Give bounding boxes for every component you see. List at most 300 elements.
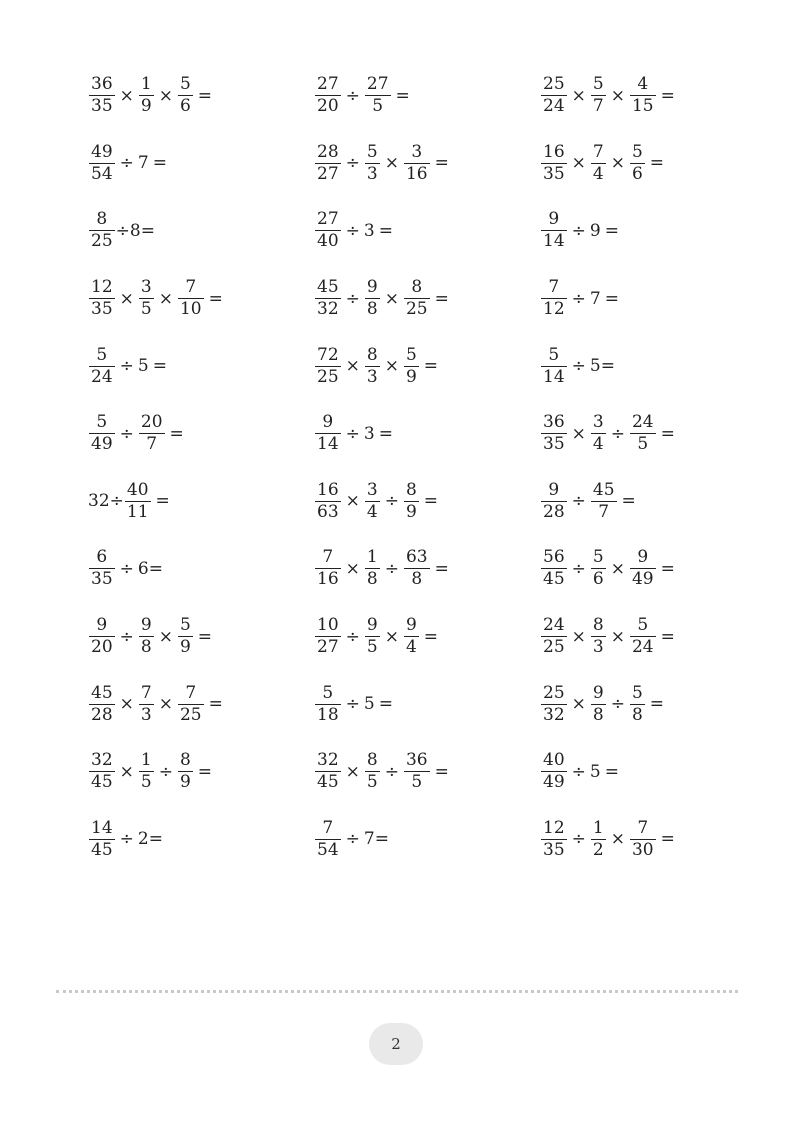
operator: ÷ xyxy=(345,694,360,715)
numerator: 5 xyxy=(405,344,417,365)
numerator: 3 xyxy=(366,479,378,500)
operator: ÷ xyxy=(119,423,134,444)
fraction xyxy=(89,817,115,860)
fraction xyxy=(365,752,380,791)
operator: = xyxy=(395,85,410,106)
fraction xyxy=(630,414,656,453)
operator: × xyxy=(345,356,360,377)
numerator: 40 xyxy=(126,479,149,500)
operator: ÷ xyxy=(571,761,586,782)
problem-row xyxy=(88,197,738,265)
fraction xyxy=(591,682,606,725)
fraction xyxy=(315,817,341,860)
denominator: 9 xyxy=(179,772,191,793)
dotted-divider xyxy=(56,990,738,993)
numerator: 63 xyxy=(405,547,428,568)
fraction xyxy=(404,479,419,522)
numerator: 7 xyxy=(185,277,197,298)
denominator: 35 xyxy=(543,163,565,184)
fraction xyxy=(365,76,391,115)
numerator: 1 xyxy=(140,750,152,771)
fraction xyxy=(404,617,419,656)
operator: × xyxy=(384,153,399,174)
numerator: 9 xyxy=(637,547,649,568)
denominator: 4 xyxy=(366,501,378,522)
problem xyxy=(88,332,171,400)
fraction xyxy=(365,344,380,387)
denominator: 11 xyxy=(126,501,149,522)
numerator: 5 xyxy=(96,412,108,433)
fraction xyxy=(404,549,430,588)
numerator: 3 xyxy=(411,141,423,162)
expression-text: 3 xyxy=(363,220,375,241)
fraction xyxy=(315,549,341,588)
fraction xyxy=(89,141,115,184)
problem xyxy=(314,670,397,738)
denominator: 45 xyxy=(317,772,339,793)
fraction xyxy=(591,479,617,522)
operator: = xyxy=(660,423,675,444)
fraction xyxy=(315,344,341,387)
operator: × xyxy=(119,694,134,715)
denominator: 8 xyxy=(140,637,152,658)
numerator: 32 xyxy=(91,750,113,771)
problem xyxy=(540,468,640,536)
denominator: 25 xyxy=(91,231,113,252)
fraction xyxy=(89,344,115,387)
operator: × xyxy=(158,85,173,106)
fraction xyxy=(365,479,380,522)
numerator: 25 xyxy=(543,74,565,95)
operator: ÷ xyxy=(610,423,625,444)
fraction xyxy=(630,682,645,725)
numerator: 24 xyxy=(631,412,654,433)
problem xyxy=(314,806,389,874)
denominator: 32 xyxy=(543,704,565,725)
denominator: 6 xyxy=(592,569,604,590)
numerator: 3 xyxy=(140,277,152,298)
numerator: 24 xyxy=(543,615,565,636)
operator: ÷ xyxy=(345,288,360,309)
denominator: 3 xyxy=(592,637,604,658)
operator: = xyxy=(423,356,439,377)
numerator: 9 xyxy=(366,277,378,298)
denominator: 15 xyxy=(631,96,654,117)
denominator: 8 xyxy=(411,569,423,590)
numerator: 9 xyxy=(548,479,560,500)
numerator: 9 xyxy=(548,209,560,230)
problem xyxy=(540,332,615,400)
numerator: 5 xyxy=(179,615,191,636)
expression-text: 5 xyxy=(363,694,375,715)
expression-text: 2= xyxy=(137,829,163,850)
operator: × xyxy=(119,85,134,106)
numerator: 72 xyxy=(317,344,339,365)
operator: = xyxy=(649,694,665,715)
fraction xyxy=(139,752,154,791)
denominator: 49 xyxy=(91,434,113,455)
operator: = xyxy=(423,491,439,512)
expression-text: 7 xyxy=(137,153,149,174)
problem xyxy=(314,197,397,265)
operator: ÷ xyxy=(119,153,134,174)
fraction xyxy=(541,141,567,184)
operator: × xyxy=(610,85,625,106)
fraction xyxy=(541,682,567,725)
operator: ÷ xyxy=(158,761,173,782)
operator: × xyxy=(610,558,625,579)
denominator: 27 xyxy=(317,637,339,658)
numerator: 3 xyxy=(592,412,604,433)
fraction xyxy=(139,279,154,318)
denominator: 40 xyxy=(317,231,339,252)
fraction xyxy=(541,279,567,318)
operator: = xyxy=(152,153,167,174)
operator: ÷ xyxy=(345,829,360,850)
denominator: 45 xyxy=(543,569,565,590)
denominator: 25 xyxy=(179,704,202,725)
operator: = xyxy=(621,491,636,512)
fraction xyxy=(591,141,606,184)
problem xyxy=(314,265,453,333)
operator: = xyxy=(208,694,223,715)
denominator: 63 xyxy=(317,501,339,522)
operator: ÷ xyxy=(571,288,586,309)
operator: × xyxy=(571,423,586,444)
numerator: 10 xyxy=(317,615,339,636)
operator: ÷ xyxy=(119,829,134,850)
denominator: 54 xyxy=(317,839,339,860)
denominator: 35 xyxy=(91,96,113,117)
fraction xyxy=(365,141,380,184)
numerator: 7 xyxy=(637,817,649,838)
denominator: 32 xyxy=(317,299,339,320)
denominator: 7 xyxy=(592,96,604,117)
numerator: 25 xyxy=(543,682,565,703)
denominator: 5 xyxy=(140,299,152,320)
numerator: 49 xyxy=(91,141,113,162)
denominator: 3 xyxy=(366,366,378,387)
denominator: 6 xyxy=(631,163,643,184)
numerator: 7 xyxy=(140,682,152,703)
problem-row xyxy=(88,806,738,874)
denominator: 5 xyxy=(637,434,649,455)
operator: = xyxy=(604,288,619,309)
numerator: 20 xyxy=(140,412,163,433)
numerator: 12 xyxy=(91,277,113,298)
problem xyxy=(540,670,668,738)
denominator: 8 xyxy=(631,704,643,725)
operator: × xyxy=(384,356,399,377)
numerator: 8 xyxy=(592,615,604,636)
operator: ÷ xyxy=(119,626,134,647)
operator: ÷ xyxy=(571,829,586,850)
problem-row xyxy=(88,265,738,333)
operator: ÷ xyxy=(345,423,360,444)
operator: = xyxy=(434,288,449,309)
numerator: 5 xyxy=(592,547,604,568)
numerator: 8 xyxy=(366,344,378,365)
operator: = xyxy=(378,423,393,444)
problem-row xyxy=(88,535,738,603)
problem xyxy=(540,738,623,806)
operator: = xyxy=(660,626,675,647)
problem xyxy=(88,130,171,198)
problem xyxy=(88,806,163,874)
fraction xyxy=(139,414,165,453)
denominator: 9 xyxy=(179,637,191,658)
denominator: 35 xyxy=(543,839,565,860)
expression-text: 6= xyxy=(137,558,163,579)
numerator: 9 xyxy=(592,682,604,703)
numerator: 16 xyxy=(317,479,339,500)
denominator: 14 xyxy=(543,366,565,387)
expression-text: 7= xyxy=(363,829,389,850)
denominator: 5 xyxy=(140,772,152,793)
fraction xyxy=(139,617,154,656)
problem xyxy=(540,400,679,468)
operator: = xyxy=(604,220,619,241)
denominator: 10 xyxy=(179,299,202,320)
fraction xyxy=(591,817,606,860)
operator: = xyxy=(197,85,213,106)
fraction xyxy=(89,76,115,115)
denominator: 6 xyxy=(179,96,191,117)
denominator: 25 xyxy=(543,637,565,658)
problem xyxy=(314,332,442,400)
fraction xyxy=(178,76,193,115)
problem xyxy=(88,400,188,468)
numerator: 12 xyxy=(543,817,565,838)
operator: ÷ xyxy=(345,85,360,106)
operator: = xyxy=(152,356,167,377)
problem xyxy=(314,130,453,198)
denominator: 9 xyxy=(405,366,417,387)
problem-row xyxy=(88,670,738,738)
problem-grid xyxy=(88,62,738,873)
numerator: 56 xyxy=(543,547,565,568)
operator: × xyxy=(610,153,625,174)
denominator: 35 xyxy=(91,569,113,590)
fraction xyxy=(541,76,567,115)
operator: = xyxy=(434,558,449,579)
numerator: 8 xyxy=(366,750,378,771)
fraction xyxy=(315,682,341,725)
numerator: 7 xyxy=(592,141,604,162)
problem xyxy=(88,603,216,671)
numerator: 9 xyxy=(96,615,108,636)
operator: × xyxy=(610,626,625,647)
fraction xyxy=(591,617,606,656)
operator: × xyxy=(158,694,173,715)
problem-row xyxy=(88,468,738,536)
numerator: 40 xyxy=(543,750,565,771)
problem-row xyxy=(88,400,738,468)
denominator: 5 xyxy=(372,96,384,117)
problem xyxy=(314,62,414,130)
denominator: 12 xyxy=(543,299,565,320)
fraction xyxy=(139,76,154,115)
denominator: 3 xyxy=(140,704,152,725)
denominator: 54 xyxy=(91,163,113,184)
page-number-badge xyxy=(369,1023,423,1065)
denominator: 24 xyxy=(91,366,113,387)
problem-row xyxy=(88,738,738,806)
operator: × xyxy=(158,288,173,309)
denominator: 18 xyxy=(317,704,339,725)
operator: × xyxy=(384,626,399,647)
operator: = xyxy=(197,761,213,782)
denominator: 8 xyxy=(366,569,378,590)
problem xyxy=(88,62,216,130)
numerator: 8 xyxy=(179,750,191,771)
denominator: 14 xyxy=(317,434,339,455)
problem xyxy=(88,265,227,333)
operator: ÷ xyxy=(345,626,360,647)
denominator: 25 xyxy=(405,299,428,320)
operator: = xyxy=(434,761,449,782)
fraction xyxy=(89,617,115,656)
fraction xyxy=(178,279,204,318)
numerator: 45 xyxy=(592,479,615,500)
expression-text: 5 xyxy=(137,356,149,377)
denominator: 49 xyxy=(631,569,654,590)
operator: × xyxy=(119,288,134,309)
operator: = xyxy=(155,491,170,512)
denominator: 4 xyxy=(405,637,417,658)
operator: ÷ xyxy=(384,491,399,512)
denominator: 49 xyxy=(543,772,565,793)
operator: × xyxy=(384,288,399,309)
numerator: 5 xyxy=(322,682,334,703)
numerator: 36 xyxy=(543,412,565,433)
operator: × xyxy=(345,558,360,579)
numerator: 9 xyxy=(322,412,334,433)
problem xyxy=(540,603,679,671)
problem xyxy=(314,400,397,468)
denominator: 7 xyxy=(146,434,158,455)
fraction xyxy=(630,76,656,115)
denominator: 16 xyxy=(317,569,339,590)
page-number: 2 xyxy=(391,1035,401,1053)
expression-text: 3 xyxy=(363,423,375,444)
fraction xyxy=(630,141,645,184)
numerator: 36 xyxy=(405,750,428,771)
fraction xyxy=(541,817,567,860)
operator: = xyxy=(660,558,675,579)
operator: = xyxy=(378,694,393,715)
fraction xyxy=(365,617,380,656)
fraction xyxy=(315,617,341,656)
problem xyxy=(314,738,453,806)
fraction xyxy=(591,414,606,453)
fraction xyxy=(404,752,430,791)
fraction xyxy=(315,414,341,453)
fraction xyxy=(541,414,567,453)
numerator: 7 xyxy=(322,817,334,838)
numerator: 7 xyxy=(185,682,197,703)
numerator: 9 xyxy=(405,615,417,636)
numerator: 16 xyxy=(543,141,565,162)
fraction xyxy=(89,414,115,453)
problem-row xyxy=(88,603,738,671)
numerator: 5 xyxy=(366,141,378,162)
expression-text: 7 xyxy=(589,288,601,309)
fraction xyxy=(178,682,204,725)
numerator: 5 xyxy=(637,615,649,636)
numerator: 7 xyxy=(322,547,334,568)
fraction xyxy=(404,141,430,184)
problem xyxy=(540,130,668,198)
expression-text: 32÷ xyxy=(88,491,124,512)
operator: = xyxy=(660,85,675,106)
fraction xyxy=(404,344,419,387)
problem xyxy=(314,535,453,603)
operator: ÷ xyxy=(571,558,586,579)
fraction xyxy=(591,76,606,115)
expression-text: 5 xyxy=(589,761,601,782)
operator: × xyxy=(571,85,586,106)
fraction xyxy=(591,549,606,588)
denominator: 28 xyxy=(91,704,113,725)
numerator: 5 xyxy=(631,141,643,162)
fraction xyxy=(315,211,341,250)
denominator: 45 xyxy=(91,839,113,860)
fraction xyxy=(89,549,115,588)
operator: ÷ xyxy=(384,558,399,579)
problem xyxy=(314,468,442,536)
fraction xyxy=(315,279,341,318)
problem xyxy=(88,738,216,806)
numerator: 5 xyxy=(592,74,604,95)
numerator: 7 xyxy=(548,277,560,298)
operator: = xyxy=(208,288,223,309)
denominator: 35 xyxy=(543,434,565,455)
fraction xyxy=(541,617,567,656)
denominator: 8 xyxy=(366,299,378,320)
problem xyxy=(88,670,227,738)
fraction xyxy=(89,211,115,250)
denominator: 24 xyxy=(543,96,565,117)
operator: = xyxy=(604,761,619,782)
operator: ÷ xyxy=(610,694,625,715)
numerator: 27 xyxy=(317,74,339,95)
fraction xyxy=(541,752,567,791)
numerator: 9 xyxy=(366,615,378,636)
operator: × xyxy=(119,761,134,782)
fraction xyxy=(365,549,380,588)
numerator: 5 xyxy=(631,682,643,703)
numerator: 32 xyxy=(317,750,339,771)
fraction xyxy=(315,479,341,522)
operator: = xyxy=(197,626,213,647)
denominator: 7 xyxy=(598,501,610,522)
operator: × xyxy=(571,153,586,174)
numerator: 36 xyxy=(91,74,113,95)
numerator: 9 xyxy=(140,615,152,636)
denominator: 14 xyxy=(543,231,565,252)
fraction xyxy=(89,752,115,791)
denominator: 30 xyxy=(631,839,654,860)
denominator: 35 xyxy=(91,299,113,320)
problem xyxy=(314,603,442,671)
operator: × xyxy=(345,491,360,512)
numerator: 4 xyxy=(637,74,649,95)
numerator: 27 xyxy=(366,74,389,95)
fraction xyxy=(365,279,380,318)
numerator: 8 xyxy=(411,277,423,298)
operator: = xyxy=(649,153,665,174)
